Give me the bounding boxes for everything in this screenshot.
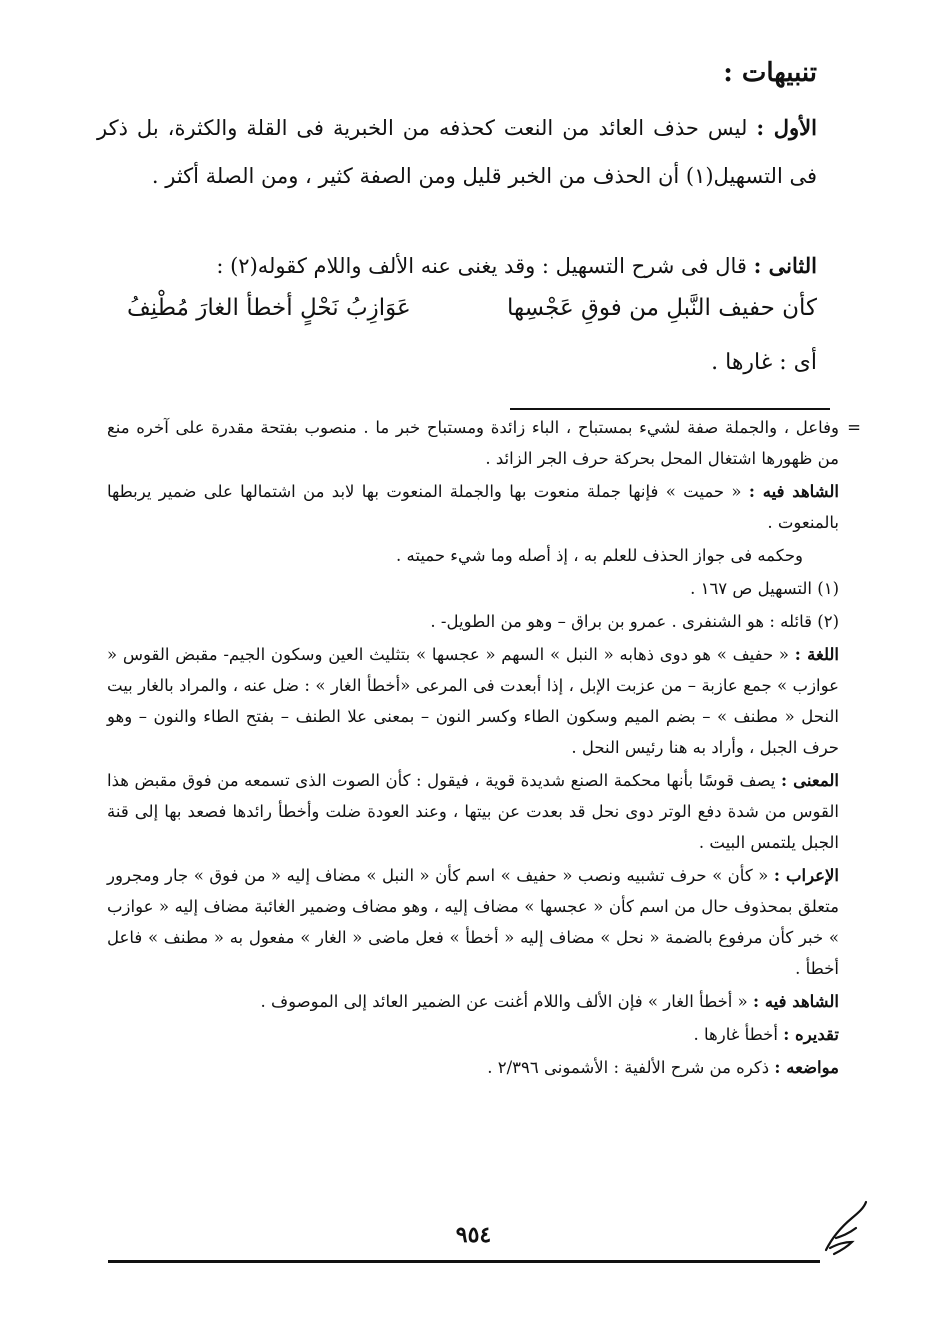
estimate-lead: تقديره : xyxy=(783,1025,839,1044)
note-two-lead: الثانى : xyxy=(753,253,817,278)
meaning-text: يصف قوسًا بأنها محكمة الصنع شديدة قوية ، فيقول : كأن الصوت الذى تسمعه من فوق مقبض هذا القوس من شدة دفع الوتر دوى نحل قد بعدت عن بيتها ، وعند العودة ضلت وأخطأ رائدها فصعد بها إلى قنة الجبل يلتمس البيت . xyxy=(107,771,839,852)
meaning-lead: المعنى : xyxy=(781,771,839,790)
footnotes xyxy=(107,412,861,1085)
footnote-1: (١) التسهيل ص ١٦٧ . xyxy=(690,579,839,598)
bottom-rule xyxy=(108,1260,820,1263)
ruling-text: وحكمه فى جواز الحذف للعلم به ، إذ أصله وما شيء حميته . xyxy=(396,546,803,565)
note-one-lead: الأول : xyxy=(756,115,817,140)
poetry-verse xyxy=(127,295,817,321)
continuation-mark: = xyxy=(847,418,861,437)
note-one-body: ليس حذف العائد من النعت كحذفه من الخبرية فى القلة والكثرة، بل ذكر فى التسهيل(١) أن الحذف من الخبر قليل ومن الصفة كثير ، ومن الصلة أكثر . xyxy=(97,116,817,188)
section-heading: تنبيهات : xyxy=(723,58,817,88)
language-text: « حفيف » هو دوى ذهابه « النبل » السهم « عجسها » بتثليث العين وسكون الجيم- مقبض القوس « عوازب » جمع عازبة – من عزبت الإبل ، إذا أبعدت فى المرعى «أخطأ الغار » : ضل عنه ، والمراد بالغار بيت النحل « مطنف » – بضم الميم وسكون الطاء وكسر النون – بمعنى علا الطنف – بفتح الطاء والنون – وهو حرف الجبل ، وأراد به هنا رئيس النحل . xyxy=(107,645,839,757)
witness-lead-2: الشاهد فيه : xyxy=(752,992,839,1011)
footnote-2: (٢) قائله : هو الشنفرى . عمرو بن براق – وهو من الطويل- . xyxy=(430,612,839,631)
verse-second-hemistich: عَوَازِبُ نَحْلٍ أخطأ الغارَ مُطْنِفُ xyxy=(127,295,411,321)
note-two-body: قال فى شرح التسهيل : وقد يغنى عنه الألف واللام كقوله(٢) : xyxy=(216,254,747,278)
verse-first-hemistich: كأن حفيف النَّبلِ من فوقِ عَجْسِها xyxy=(507,295,817,321)
sources-lead: مواضعه : xyxy=(774,1058,839,1077)
parsing-text: « كأن » حرف تشبيه ونصب « حفيف » اسم كأن « النبل » مضاف إليه « من فوق » جار ومجرور متعلق بمحذوف حال من اسم كأن « عجسها » مضاف إليه ، وهو مضاف وضمير الغائبة مضاف إليه « عوازب » خبر كأن مرفوع بالضمة « نحل » مضاف إليه « أخطأ » فعل ماضى « الغار » مفعول به « مطنف » فاعل أخطأ . xyxy=(107,866,839,978)
footnote-continuation: وفاعل ، والجملة صفة لشيء بمستباح ، الباء زائدة ومستباح خبر ما . منصوب بفتحة مقدرة على آخره منع من ظهورها اشتغال المحل بحركة حرف الجر الزائد . xyxy=(107,418,839,468)
parsing-lead: الإعراب : xyxy=(773,866,840,885)
footnote-separator xyxy=(510,408,830,410)
signature-flourish-icon xyxy=(822,1198,868,1258)
verse-explanation: أى : غارها . xyxy=(711,350,817,375)
sources-text: ذكره من شرح الألفية : الأشمونى ٢/٣٩٦ . xyxy=(487,1058,770,1077)
witness-text-1: « حميت » فإنها جملة منعوت بها والجملة المنعوت بها لابد من اشتمالها على ضمير يربطها بالمنعوت . xyxy=(107,482,839,532)
page-number: ٩٥٤ xyxy=(455,1222,492,1248)
witness-lead-1: الشاهد فيه : xyxy=(748,482,839,501)
note-two xyxy=(97,242,817,290)
language-lead: اللغة : xyxy=(794,645,840,664)
witness-text-2: « أخطأ الغار » فإن الألف واللام أغنت عن الضمير العائد إلى الموصوف . xyxy=(260,992,748,1011)
note-one xyxy=(97,104,817,200)
estimate-text: أخطأ غارها . xyxy=(693,1025,778,1044)
